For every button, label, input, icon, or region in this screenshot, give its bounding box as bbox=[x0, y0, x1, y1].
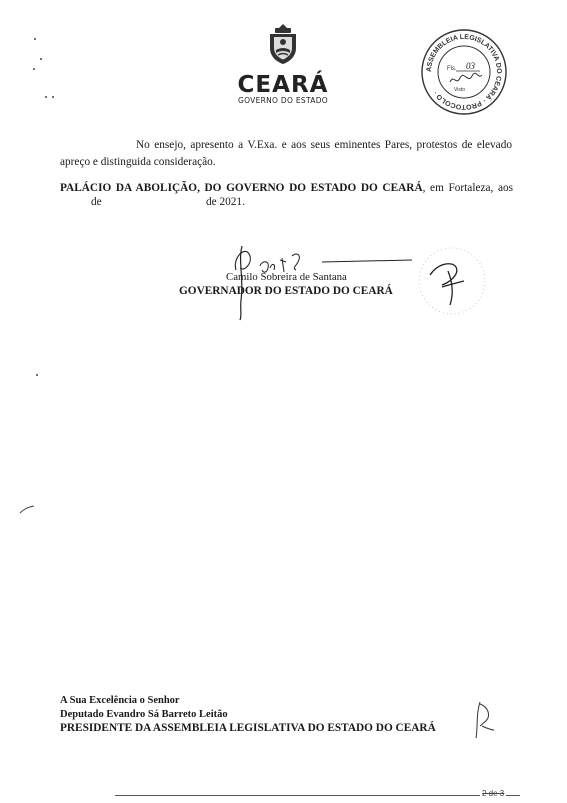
scan-speck bbox=[52, 96, 54, 98]
signatory-name: Camilo Sobreira de Santana bbox=[226, 271, 347, 283]
closing-line-2: apreço e distinguida consideração. bbox=[60, 156, 216, 168]
coat-of-arms-icon bbox=[265, 22, 301, 66]
addressee-office: PRESIDENTE DA ASSEMBLEIA LEGISLATIVA DO ESTADO DO CEARÁ bbox=[60, 722, 436, 734]
stamp-folio-label: Fls. bbox=[447, 66, 457, 72]
palace-name: PALÁCIO DA ABOLIÇÃO, DO GOVERNO DO ESTADO DO CEARÁ bbox=[60, 182, 423, 194]
brand-subtitle: GOVERNO DO ESTADO bbox=[237, 96, 329, 105]
brand-wordmark: CEARÁ bbox=[237, 72, 329, 98]
addressee-salutation: A Sua Excelência o Senhor bbox=[60, 695, 180, 706]
date-de: de bbox=[91, 196, 102, 208]
addressee-name: Deputado Evandro Sá Barreto Leitão bbox=[60, 709, 228, 720]
margin-mark bbox=[19, 505, 35, 515]
protocol-stamp bbox=[420, 28, 508, 116]
stamp-initial-scribble bbox=[450, 73, 482, 82]
page-number: 2 de 3 bbox=[482, 789, 505, 798]
signatory-title: GOVERNADOR DO ESTADO DO CEARÁ bbox=[179, 285, 393, 297]
scan-speck bbox=[45, 96, 47, 98]
stamp-folio-value: 03 bbox=[466, 61, 475, 71]
scan-speck bbox=[36, 374, 38, 376]
stamp-mark-label: Visto bbox=[454, 87, 466, 93]
footer-rule bbox=[115, 795, 520, 796]
scan-speck bbox=[40, 58, 42, 60]
palace-dateline bbox=[60, 182, 513, 194]
official-seal-scribble bbox=[408, 245, 494, 317]
margin-initials bbox=[470, 700, 496, 740]
scan-speck bbox=[33, 68, 35, 70]
closing-line-1: No ensejo, apresento a V.Exa. e aos seus eminentes Pares, protestos de elevado bbox=[136, 139, 512, 151]
stamp-ring-text: ASSEMBLEIA LEGISLATIVA DO CEARÁ · PROTOCOLO · bbox=[425, 33, 503, 111]
date-year: de 2021. bbox=[206, 196, 245, 208]
state-logo bbox=[233, 22, 333, 105]
palace-location: , em Fortaleza, aos bbox=[422, 182, 513, 194]
scan-speck bbox=[34, 38, 36, 40]
svg-text:ASSEMBLEIA LEGISLATIVA DO CEAR bbox=[426, 34, 502, 110]
